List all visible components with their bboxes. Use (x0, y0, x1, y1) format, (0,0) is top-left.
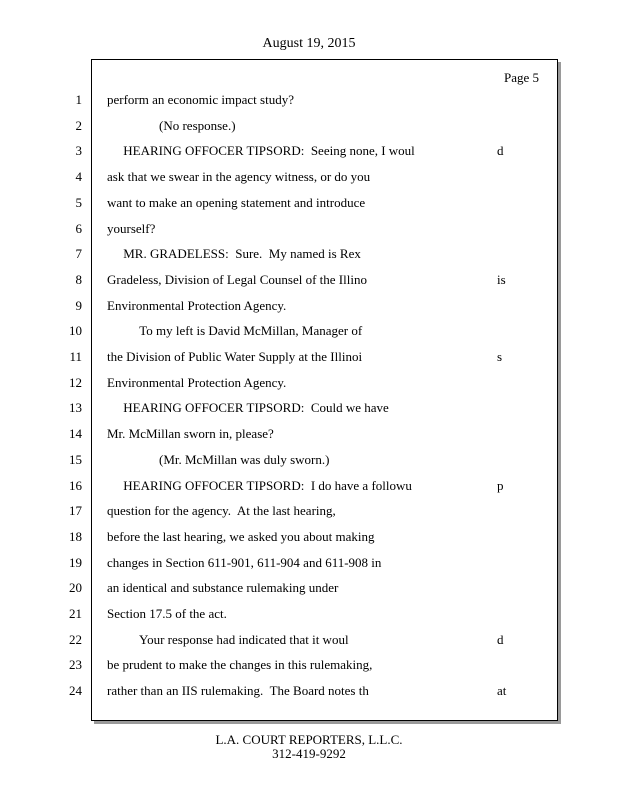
transcript-line (0, 580, 618, 600)
line-text: before the last hearing, we asked you about making (107, 528, 375, 544)
transcript-line (0, 683, 618, 703)
transcript-line (0, 221, 618, 241)
line-overflow-text: s (497, 349, 503, 364)
transcript-line (0, 657, 618, 677)
line-text: Environmental Protection Agency. (107, 297, 287, 313)
line-number: 20 (69, 580, 82, 596)
header-date: August 19, 2015 (262, 36, 356, 51)
line-text: Section 17.5 of the act. (107, 606, 227, 621)
transcript-line (0, 400, 618, 420)
line-number: 7 (75, 246, 82, 262)
transcript-line (0, 452, 618, 472)
line-text: To my left is David McMillan, Manager of (107, 323, 363, 339)
line-number: 13 (69, 400, 82, 416)
line-number: 12 (69, 374, 82, 390)
line-number: 4 (75, 169, 82, 185)
line-text: HEARING OFFOCER TIPSORD: I do have a followu (107, 477, 412, 493)
line-number: 9 (75, 297, 82, 313)
transcript-line (0, 169, 618, 189)
line-number: 22 (69, 631, 82, 647)
line-number: 17 (69, 503, 82, 519)
line-text: changes in Section 611-901, 611-904 and 611-908 in (107, 554, 382, 570)
page-number: Page 5 (504, 70, 540, 85)
line-number: 18 (69, 528, 82, 544)
transcript-line (0, 555, 618, 575)
transcript-line (0, 529, 618, 549)
line-number: 3 (75, 143, 82, 159)
line-text: want to make an opening statement and introduce (107, 194, 366, 210)
line-number: 11 (69, 349, 82, 364)
line-text: Mr. McMillan sworn in, please? (107, 426, 274, 442)
line-number: 16 (69, 477, 82, 493)
footer (0, 733, 618, 761)
line-number: 23 (69, 657, 82, 673)
line-text: the Division of Public Water Supply at the Illinoi (107, 349, 363, 364)
line-number: 19 (69, 554, 82, 570)
line-text: an identical and substance rulemaking under (107, 580, 339, 596)
transcript-line (0, 375, 618, 395)
line-overflow-text: is (497, 271, 506, 287)
line-text: HEARING OFFOCER TIPSORD: Seeing none, I woul (107, 143, 415, 159)
line-text: (Mr. McMillan was duly sworn.) (107, 451, 330, 467)
line-number: 5 (75, 194, 82, 210)
transcript-line (0, 323, 618, 343)
transcript-line (0, 632, 618, 652)
line-text: question for the agency. At the last hearing, (107, 503, 336, 519)
transcript-line (0, 606, 618, 626)
line-number: 21 (69, 606, 82, 621)
line-text: Gradeless, Division of Legal Counsel of the Illino (107, 271, 367, 287)
transcript-line (0, 143, 618, 163)
line-number: 2 (75, 117, 82, 133)
transcript-line (0, 92, 618, 112)
line-text: Environmental Protection Agency. (107, 374, 287, 390)
line-number: 14 (69, 426, 82, 442)
transcript-line (0, 246, 618, 266)
line-number: 24 (69, 683, 82, 699)
footer-phone: 312-419-9292 (272, 746, 346, 761)
line-text: MR. GRADELESS: Sure. My named is Rex (107, 246, 361, 262)
line-number: 8 (75, 271, 82, 287)
line-overflow-text: d (497, 143, 504, 159)
transcript-line (0, 118, 618, 138)
transcript-line (0, 195, 618, 215)
line-text: HEARING OFFOCER TIPSORD: Could we have (107, 400, 389, 416)
line-number: 15 (69, 451, 82, 467)
line-overflow-text: p (497, 477, 504, 493)
line-text: yourself? (107, 220, 156, 236)
line-text: ask that we swear in the agency witness, or do you (107, 169, 371, 185)
line-number: 10 (69, 323, 82, 339)
transcript-line (0, 426, 618, 446)
line-text: Your response had indicated that it woul (107, 631, 349, 647)
transcript-line (0, 272, 618, 292)
transcript-line (0, 349, 618, 369)
footer-company: L.A. COURT REPORTERS, L.L.C. (215, 732, 403, 747)
transcript-line (0, 503, 618, 523)
line-text: perform an economic impact study? (107, 92, 294, 107)
line-number: 6 (75, 220, 82, 236)
transcript-line (0, 298, 618, 318)
line-number: 1 (75, 92, 82, 107)
line-text: (No response.) (107, 117, 236, 133)
line-overflow-text: d (497, 631, 504, 647)
line-text: be prudent to make the changes in this rulemaking, (107, 657, 373, 673)
line-text: rather than an IIS rulemaking. The Board notes th (107, 683, 369, 699)
transcript-line (0, 478, 618, 498)
line-overflow-text: at (497, 683, 507, 699)
